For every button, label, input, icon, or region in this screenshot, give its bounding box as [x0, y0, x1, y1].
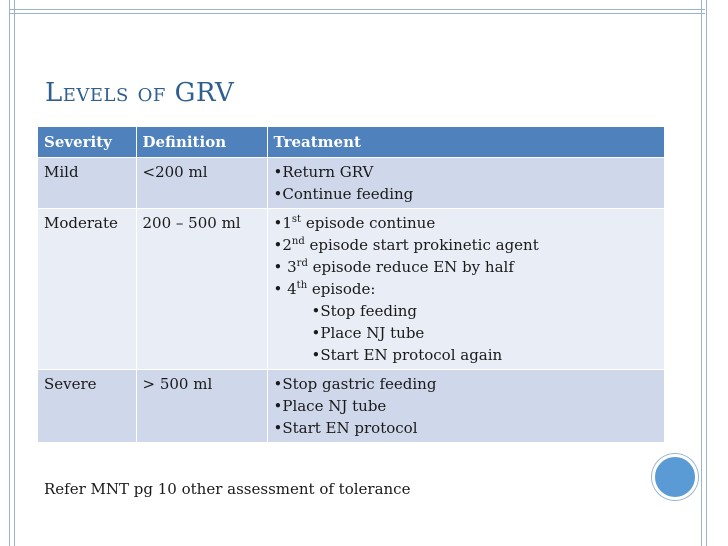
- footnote: Refer MNT pg 10 other assessment of tolerance: [44, 480, 411, 498]
- table-header-row: [38, 127, 664, 158]
- table-row-moderate: [38, 209, 664, 370]
- decorative-circle: [652, 454, 698, 500]
- header-definition: Definition: [136, 127, 267, 158]
- table-row-mild: [38, 158, 664, 209]
- treatment-item: •Continue feeding: [273, 185, 414, 203]
- treatment-cell: [267, 370, 664, 443]
- definition-cell: 200 – 500 ml: [136, 209, 267, 370]
- slide-frame-top: [9, 9, 705, 14]
- treatment-item: • 3rd episode reduce EN by half: [273, 258, 514, 276]
- severity-cell: Moderate: [38, 209, 136, 370]
- header-severity: Severity: [38, 127, 136, 158]
- treatment-cell: [267, 158, 664, 209]
- table-row-severe: [38, 370, 664, 443]
- treatment-item: •Start EN protocol: [273, 419, 418, 437]
- treatment-subitem: •Start EN protocol again: [311, 346, 503, 364]
- treatment-subitem: •Stop feeding: [311, 302, 418, 320]
- definition-cell: <200 ml: [136, 158, 267, 209]
- treatment-item: •Stop gastric feeding: [273, 375, 437, 393]
- treatment-item: •Return GRV: [273, 163, 374, 181]
- treatment-item: •1st episode continue: [273, 214, 436, 232]
- treatment-subitem: •Place NJ tube: [311, 324, 425, 342]
- header-treatment: Treatment: [267, 127, 664, 158]
- slide-frame-right: [701, 0, 707, 546]
- treatment-cell: [267, 209, 664, 370]
- slide-frame-left: [9, 0, 15, 546]
- severity-cell: Severe: [38, 370, 136, 443]
- severity-cell: Mild: [38, 158, 136, 209]
- slide-title: Levels of GRV: [45, 78, 235, 108]
- treatment-item: •Place NJ tube: [273, 397, 387, 415]
- grv-levels-table: [38, 127, 664, 442]
- treatment-item: • 4th episode:: [273, 280, 376, 298]
- definition-cell: > 500 ml: [136, 370, 267, 443]
- treatment-item: •2nd episode start prokinetic agent: [273, 236, 539, 254]
